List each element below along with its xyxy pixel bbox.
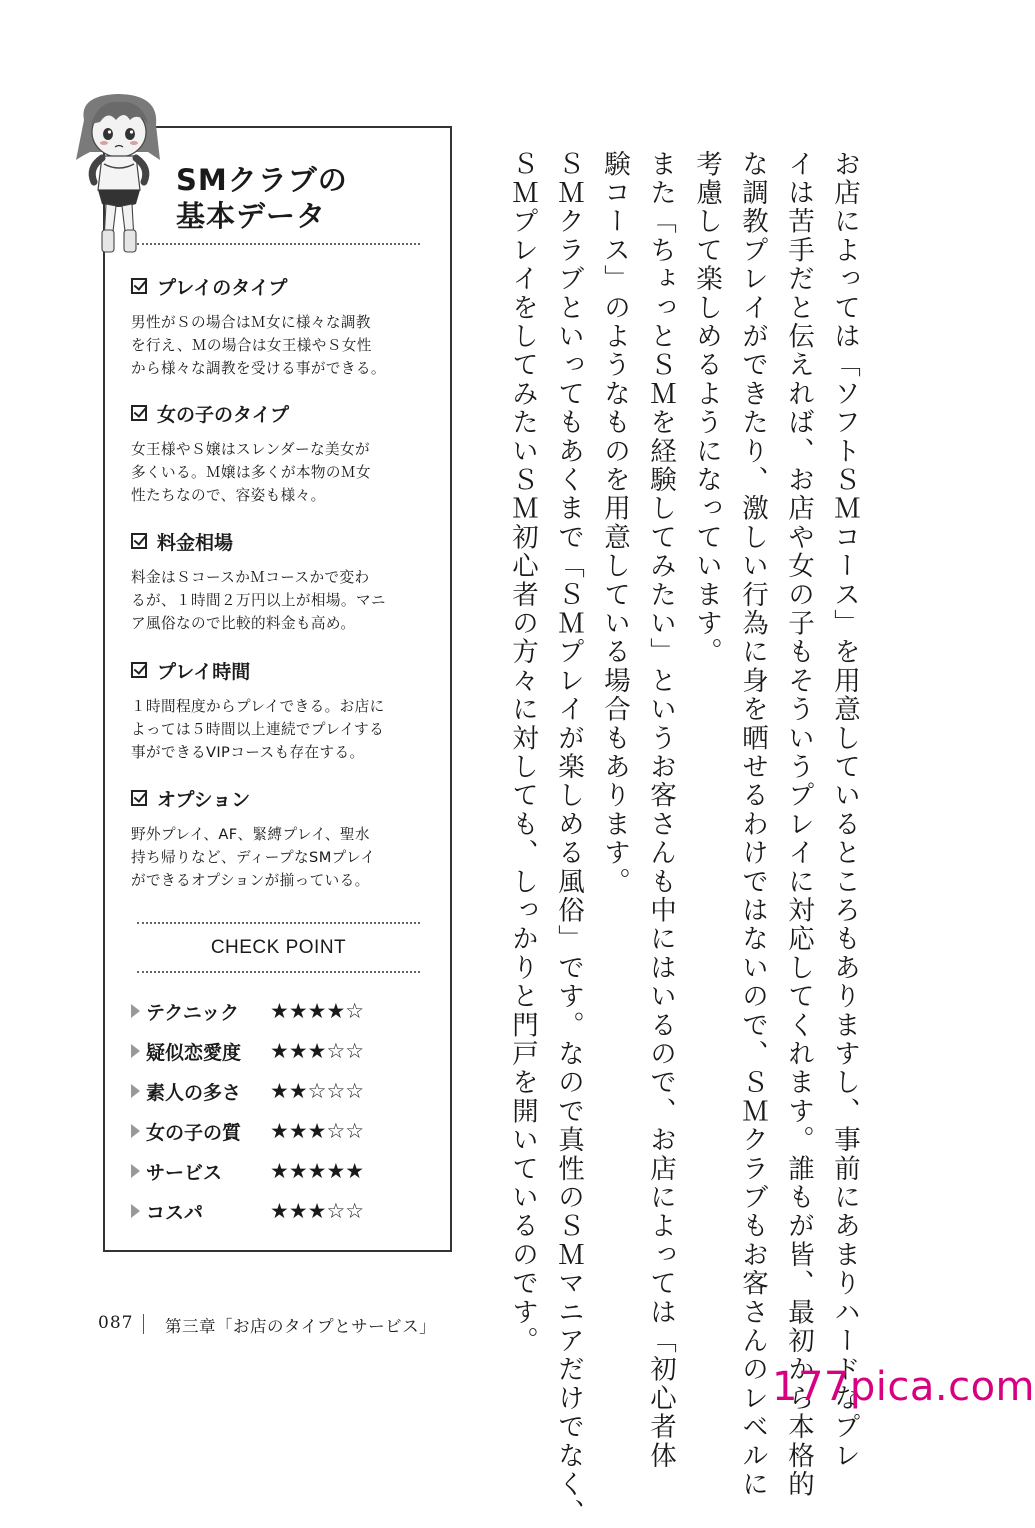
section-text: 男性がＳの場合はＭ女に様々な調教 xyxy=(131,314,371,331)
section-text: ア風俗なので比較的料金も高め。 xyxy=(131,615,356,632)
section-girl-type xyxy=(131,398,431,507)
triangle-bullet-icon xyxy=(131,1044,140,1058)
rating-row xyxy=(131,1194,431,1228)
triangle-bullet-icon xyxy=(131,1204,140,1218)
checkbox-icon xyxy=(131,405,147,421)
rating-row xyxy=(131,994,431,1028)
body-text-column: 考慮して楽しめるようになっています。 xyxy=(691,150,722,667)
rating-stars: ★★★☆☆ xyxy=(270,1039,365,1063)
body-text-column: また「ちょっとＳＭを経験してみたい」というお客さんも中にはいるので、お店によっては「初心者体 xyxy=(645,150,676,1471)
page-number: 087 xyxy=(98,1313,134,1333)
divider xyxy=(137,922,420,924)
divider xyxy=(137,971,420,973)
rating-label: テクニック xyxy=(146,1001,240,1024)
rating-label: コスパ xyxy=(146,1201,204,1224)
rating-label: 女の子の質 xyxy=(146,1121,242,1144)
rating-row xyxy=(131,1074,431,1108)
check-point-title: CHECK POINT xyxy=(210,937,347,958)
body-text-column: イは苦手だと伝えれば、お店や女の子もそういうプレイに対応してくれます。誰もが皆、最初から本格的 xyxy=(783,150,814,1499)
section-text: 女王様やＳ嬢はスレンダーな美女が xyxy=(131,441,370,458)
rating-row xyxy=(131,1114,431,1148)
section-price xyxy=(131,526,431,635)
section-text: 野外プレイ、AF、緊縛プレイ、聖水 xyxy=(131,826,370,843)
section-text: 持ち帰りなど、ディープなSMプレイ xyxy=(131,849,376,866)
body-text-column: ＳＭプレイをしてみたいＳＭ初心者の方々に対しても、しっかりと門戸を開いているのです。 xyxy=(507,150,538,1356)
body-text-column: 験コース」のようなものを用意している場合もあります。 xyxy=(599,150,630,897)
section-heading: プレイ時間 xyxy=(157,660,251,683)
section-text: るが、１時間２万円以上が相場。マニ xyxy=(131,592,386,609)
section-text: 料金はＳコースかＭコースかで変わ xyxy=(131,569,370,586)
rating-label: 疑似恋愛度 xyxy=(146,1041,242,1064)
triangle-bullet-icon xyxy=(131,1004,140,1018)
section-options xyxy=(131,783,431,892)
checkbox-icon xyxy=(131,278,147,294)
mascot-illustration xyxy=(64,90,174,260)
section-heading: オプション xyxy=(157,788,251,811)
footer-separator xyxy=(143,1314,144,1334)
section-heading: 料金相場 xyxy=(157,531,234,554)
section-play-time xyxy=(131,655,431,764)
section-play-type xyxy=(131,271,431,380)
body-text-column: お店によっては「ソフトＳＭコース」を用意しているところもありますし、事前にあまりハードなプレ xyxy=(829,150,860,1471)
checkbox-icon xyxy=(131,533,147,549)
section-heading: 女の子のタイプ xyxy=(157,403,290,426)
sidebar-title: SMクラブの 基本データ xyxy=(176,163,348,233)
checkbox-icon xyxy=(131,662,147,678)
rating-stars: ★★★★☆ xyxy=(270,999,365,1023)
rating-row xyxy=(131,1034,431,1068)
watermark: 177pica.com xyxy=(772,1364,1035,1410)
chapter-title: 第三章「お店のタイプとサービス」 xyxy=(165,1317,437,1336)
rating-stars: ★★★★★ xyxy=(270,1159,365,1183)
rating-label: 素人の多さ xyxy=(146,1081,242,1104)
rating-stars: ★★☆☆☆ xyxy=(270,1079,365,1103)
section-text: 性たちなので、容姿も様々。 xyxy=(131,487,326,504)
rating-stars: ★★★☆☆ xyxy=(270,1119,365,1143)
rating-row xyxy=(131,1154,431,1188)
section-text: ができるオプションが揃っている。 xyxy=(131,872,370,889)
section-text: 多くいる。Ｍ嬢は多くが本物のＭ女 xyxy=(131,464,371,481)
section-text: から様々な調教を受ける事ができる。 xyxy=(131,360,386,377)
checkbox-icon xyxy=(131,790,147,806)
rating-stars: ★★★☆☆ xyxy=(270,1199,365,1223)
body-text-column: な調教プレイができたり、激しい行為に身を晒せるわけではないので、ＳＭクラブもお客さんのレベルに xyxy=(737,150,768,1499)
section-text: よっては５時間以上連続でプレイする xyxy=(131,721,385,738)
section-text: １時間程度からプレイできる。お店に xyxy=(131,698,385,715)
rating-label: サービス xyxy=(146,1161,223,1184)
section-text: を行え、Ｍの場合は女王様やＳ女性 xyxy=(131,337,372,354)
triangle-bullet-icon xyxy=(131,1084,140,1098)
section-text: 事ができるVIPコースも存在する。 xyxy=(131,744,365,761)
section-heading: プレイのタイプ xyxy=(157,276,288,299)
divider xyxy=(137,243,420,245)
body-text-column: ＳＭクラブといってもあくまで「ＳＭプレイが楽しめる風俗」です。なので真性のＳＭマニアだけでなく、 xyxy=(553,150,584,1528)
triangle-bullet-icon xyxy=(131,1124,140,1138)
triangle-bullet-icon xyxy=(131,1164,140,1178)
